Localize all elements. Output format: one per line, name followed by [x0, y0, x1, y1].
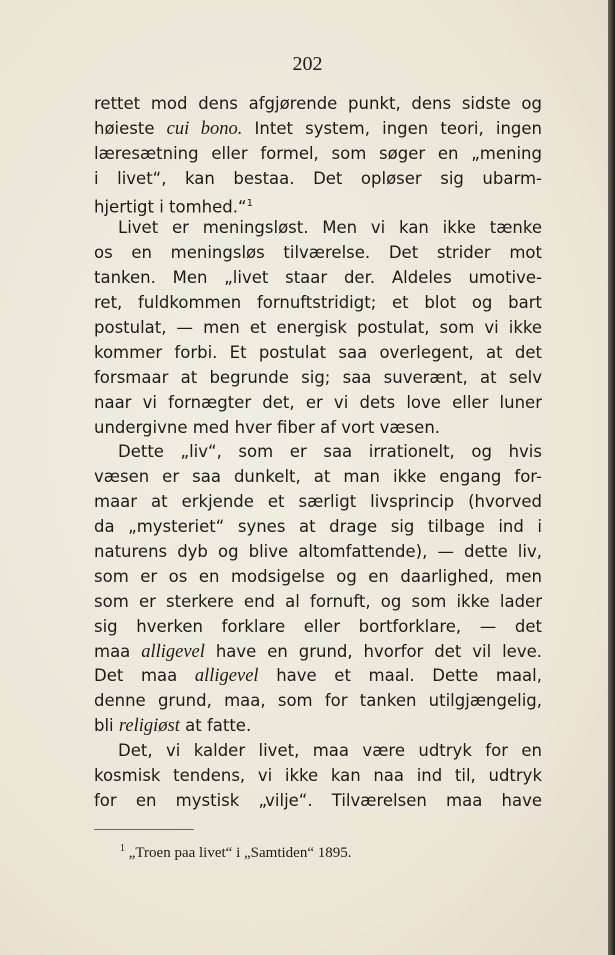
text-line — [94, 714, 542, 739]
text-line — [94, 689, 542, 714]
text-line — [94, 216, 542, 241]
text-line — [94, 664, 542, 689]
emphasis-text: alligevel — [141, 641, 205, 662]
footnote-ref: 1 — [246, 197, 253, 209]
text-line — [94, 192, 542, 217]
text-run: have et maal. Dette maal, — [258, 666, 542, 686]
text-run: forsmaar at begrunde sig; saa suverænt, at selv — [94, 367, 542, 387]
text-run: høieste — [94, 118, 167, 138]
text-run: naar vi fornægter det, er vi dets love eller luner — [94, 392, 542, 412]
text-run: os en meningsløs tilværelse. Det strider mot — [94, 243, 542, 263]
text-run: Det, vi kalder livet, maa være udtryk for en — [118, 741, 542, 761]
text-run: undergivne med hver fiber af vort væsen. — [94, 417, 441, 437]
text-run: maa — [94, 641, 142, 661]
text-run: maar at erkjende et særligt livsprincip (hvorved — [94, 492, 542, 512]
text-line — [94, 465, 542, 490]
text-run: sig hverken forklare eller bortforklare, — det — [94, 616, 542, 636]
text-line — [94, 316, 542, 341]
text-line — [94, 266, 542, 291]
text-line — [94, 615, 542, 640]
page-edge-shadow — [608, 0, 615, 955]
text-run: Intet system, ingen teori, ingen — [242, 118, 542, 138]
text-run: ret, fuldkommen fornuftstridigt; et blot og bart — [94, 293, 542, 313]
text-line — [94, 92, 542, 117]
emphasis-text: cui bono. — [166, 118, 243, 139]
text-run: kommer forbi. Et postulat saa overlegent, at det — [94, 342, 542, 362]
footnote — [120, 843, 351, 862]
text-line — [94, 515, 542, 540]
text-line — [94, 291, 542, 316]
text-line — [94, 565, 542, 590]
text-run: have en grund, hvorfor det vil leve. — [204, 641, 542, 661]
text-line — [94, 241, 542, 266]
text-run: bli — [94, 716, 119, 736]
text-run: at fatte. — [179, 716, 252, 736]
text-run: hjertigt i tomhed.“ — [94, 197, 247, 217]
text-run: for en mystisk „vilje“. Tilværelsen maa have — [94, 790, 542, 810]
text-run: kosmisk tendens, vi ikke kan naa ind til, udtryk — [94, 766, 542, 786]
text-line — [94, 366, 542, 391]
text-line — [94, 117, 542, 142]
text-line — [94, 142, 542, 167]
text-run: læresætning eller formel, som søger en „mening — [94, 143, 542, 163]
text-line — [94, 341, 542, 366]
footnote-text: „Troen paa livet“ i „Samtiden“ 1895. — [128, 845, 352, 861]
text-line — [94, 167, 542, 192]
text-run: tanken. Men „livet staar der. Aldeles umotive- — [94, 268, 542, 288]
text-line — [94, 764, 542, 789]
text-line — [94, 640, 542, 665]
text-run: som er sterkere end al fornuft, og som ikke lader — [94, 591, 542, 611]
text-run: i livet“, kan bestaa. Det opløser sig ubarm- — [94, 168, 542, 188]
text-line — [94, 590, 542, 615]
text-line — [94, 540, 542, 565]
text-run: naturens dyb og blive altomfattende), — dette liv, — [94, 542, 542, 562]
text-run: som er os en modsigelse og en daarlighed, men — [94, 566, 542, 586]
text-run: Livet er meningsløst. Men vi kan ikke tænke — [118, 218, 542, 238]
text-line — [94, 739, 542, 764]
text-run: Det maa — [94, 666, 195, 686]
text-run: Dette „liv“, som er saa irrationelt, og hvis — [118, 442, 542, 462]
text-run: denne grund, maa, som for tanken utilgjængelig, — [94, 691, 542, 711]
text-run: rettet mod dens afgjørende punkt, dens sidste og — [94, 94, 542, 113]
text-run: da „mysteriet“ synes at drage sig tilbage ind i — [94, 517, 542, 537]
text-line — [94, 416, 542, 441]
emphasis-text: religiøst — [118, 716, 180, 737]
footnote-marker: 1 — [120, 843, 125, 854]
text-run: postulat, — men et energisk postulat, som vi ikke — [94, 318, 542, 338]
body-text — [94, 92, 542, 814]
footnote-divider — [94, 829, 194, 830]
text-line — [94, 440, 542, 465]
page-number: 202 — [292, 53, 323, 75]
text-run: væsen er saa dunkelt, at man ikke engang for- — [94, 467, 542, 487]
text-line — [94, 789, 542, 814]
emphasis-text: alligevel — [194, 666, 259, 687]
text-line — [94, 391, 542, 416]
text-line — [94, 490, 542, 515]
